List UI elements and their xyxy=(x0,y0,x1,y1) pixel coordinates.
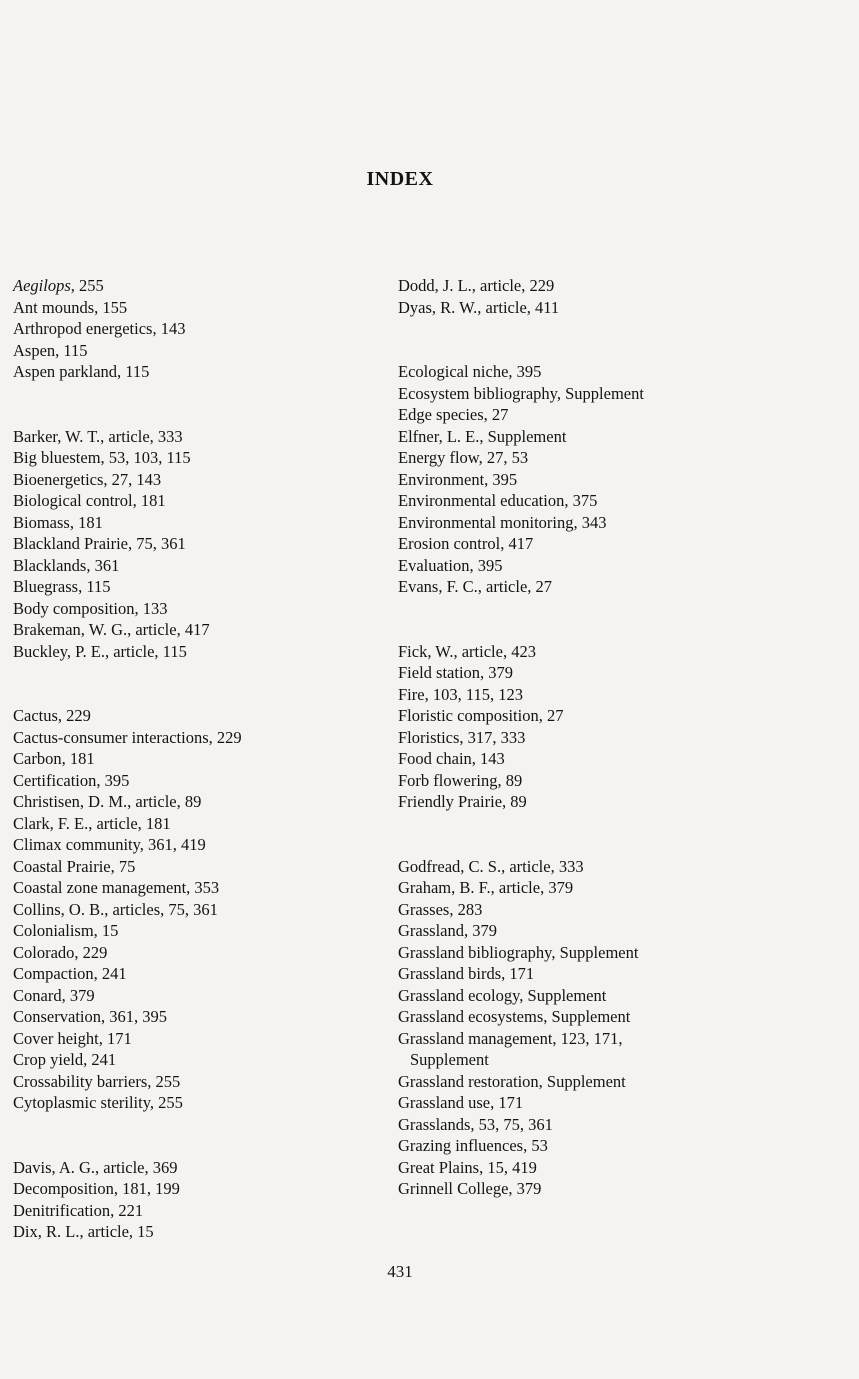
index-entry: Dix, R. L., article, 15 xyxy=(13,1222,154,1241)
index-entry: Godfread, C. S., article, 333 xyxy=(398,856,584,876)
index-entry: Grasses, 283 xyxy=(398,899,483,919)
index-entry: Biomass, 181 xyxy=(13,512,103,532)
index-entry: Grasslands, 53, 75, 361 xyxy=(398,1114,553,1134)
index-entry: Grassland birds, 171 xyxy=(398,964,535,983)
index-column-left xyxy=(13,275,393,1243)
index-gap xyxy=(13,1135,393,1157)
index-gap xyxy=(398,598,853,620)
index-entry: Evaluation, 395 xyxy=(398,555,503,575)
index-entry: Food chain, 143 xyxy=(398,749,505,768)
index-entry: Bioenergetics, 27, 143 xyxy=(13,469,162,489)
index-gap xyxy=(13,383,393,405)
index-entry: Friendly Prairie, 89 xyxy=(398,792,527,811)
index-entry: Grassland bibliography, Supplement xyxy=(398,942,639,962)
index-gap xyxy=(13,404,393,426)
index-entry: Field station, 379 xyxy=(398,663,514,682)
index-gap xyxy=(398,834,853,856)
index-entry: Buckley, P. E., article, 115 xyxy=(13,641,187,661)
index-entry-italic-term: Aegilops xyxy=(13,276,71,295)
index-entry: Colonialism, 15 xyxy=(13,921,119,940)
index-entry: Crop yield, 241 xyxy=(13,1050,117,1069)
index-entry: Grassland restoration, Supplement xyxy=(398,1071,626,1091)
index-entry: Ecological niche, 395 xyxy=(398,362,542,381)
index-entry: Denitrification, 221 xyxy=(13,1200,144,1220)
index-entry: Colorado, 229 xyxy=(13,942,108,962)
index-entry: Evans, F. C., article, 27 xyxy=(398,577,553,596)
index-column-right xyxy=(398,275,853,1200)
page-number: 431 xyxy=(387,1262,413,1281)
index-entry: Grinnell College, 379 xyxy=(398,1179,542,1198)
index-entry: Collins, O. B., articles, 75, 361 xyxy=(13,899,218,919)
index-gap xyxy=(398,318,853,340)
index-entry: Certification, 395 xyxy=(13,770,130,790)
index-entry: Clark, F. E., article, 181 xyxy=(13,813,171,833)
index-entry: Arthropod energetics, 143 xyxy=(13,319,186,338)
index-entry: Aspen, 115 xyxy=(13,340,88,360)
index-entry: Decomposition, 181, 199 xyxy=(13,1179,180,1198)
index-entry: Elfner, L. E., Supplement xyxy=(398,426,567,446)
index-entry: Biological control, 181 xyxy=(13,491,166,510)
index-gap xyxy=(13,662,393,684)
index-entry: Carbon, 181 xyxy=(13,749,95,768)
index-entry: Grassland ecology, Supplement xyxy=(398,985,607,1005)
index-entry: Blacklands, 361 xyxy=(13,555,120,575)
index-entry: Floristics, 317, 333 xyxy=(398,727,526,747)
index-entry: Barker, W. T., article, 333 xyxy=(13,426,183,446)
index-entry: Crossability barriers, 255 xyxy=(13,1071,181,1091)
index-entry: Fire, 103, 115, 123 xyxy=(398,684,523,704)
index-entry: Body composition, 133 xyxy=(13,598,168,618)
index-entry: Grassland use, 171 xyxy=(398,1093,524,1112)
index-entry: Grassland, 379 xyxy=(398,921,497,940)
index-entry: Compaction, 241 xyxy=(13,964,127,983)
index-entry: Floristic composition, 27 xyxy=(398,706,564,725)
index-gap xyxy=(398,813,853,835)
index-entry: Davis, A. G., article, 369 xyxy=(13,1157,178,1177)
index-entry: Environmental education, 375 xyxy=(398,491,598,510)
index-entry: Fick, W., article, 423 xyxy=(398,641,536,661)
index-entry: Grassland ecosystems, Supplement xyxy=(398,1007,631,1026)
index-entry: Coastal zone management, 353 xyxy=(13,878,220,897)
index-entry: Supplement xyxy=(410,1050,489,1069)
index-entry: Bluegrass, 115 xyxy=(13,577,111,596)
index-entry: Forb flowering, 89 xyxy=(398,770,523,790)
index-entry: Environmental monitoring, 343 xyxy=(398,512,607,532)
index-entry: Coastal Prairie, 75 xyxy=(13,856,136,876)
index-entry: Grassland management, 123, 171, xyxy=(398,1028,623,1048)
index-entry: Cactus, 229 xyxy=(13,706,91,725)
index-entry: Conard, 379 xyxy=(13,985,95,1005)
index-entry: Big bluestem, 53, 103, 115 xyxy=(13,448,191,467)
index-entry: Graham, B. F., article, 379 xyxy=(398,878,574,897)
index-entry: Blackland Prairie, 75, 361 xyxy=(13,534,186,553)
index-entry: Christisen, D. M., article, 89 xyxy=(13,792,202,811)
index-entry: Environment, 395 xyxy=(398,469,518,489)
index-gap xyxy=(13,684,393,706)
page-title: INDEX xyxy=(366,168,434,190)
index-entry: Dyas, R. W., article, 411 xyxy=(398,297,560,317)
index-entry: Erosion control, 417 xyxy=(398,534,534,553)
index-gap xyxy=(398,340,853,362)
index-entry: Grazing influences, 53 xyxy=(398,1136,548,1155)
index-gap xyxy=(398,619,853,641)
index-entry: Dodd, J. L., article, 229 xyxy=(398,276,555,295)
index-entry xyxy=(13,275,393,297)
index-entry: Conservation, 361, 395 xyxy=(13,1007,167,1026)
index-entry: Great Plains, 15, 419 xyxy=(398,1157,537,1177)
index-gap xyxy=(13,1114,393,1136)
index-entry: Ant mounds, 155 xyxy=(13,297,128,317)
index-entry: Climax community, 361, 419 xyxy=(13,835,206,854)
index-entry: Edge species, 27 xyxy=(398,405,509,424)
index-entry: Energy flow, 27, 53 xyxy=(398,448,529,467)
index-entry: Cytoplasmic sterility, 255 xyxy=(13,1093,183,1112)
index-entry: Cactus-consumer interactions, 229 xyxy=(13,727,242,747)
index-entry: Aspen parkland, 115 xyxy=(13,362,150,381)
index-entry-pages: , 255 xyxy=(70,276,104,295)
index-entry: Brakeman, W. G., article, 417 xyxy=(13,620,210,639)
index-entry: Ecosystem bibliography, Supplement xyxy=(398,383,644,403)
index-entry: Cover height, 171 xyxy=(13,1028,132,1048)
